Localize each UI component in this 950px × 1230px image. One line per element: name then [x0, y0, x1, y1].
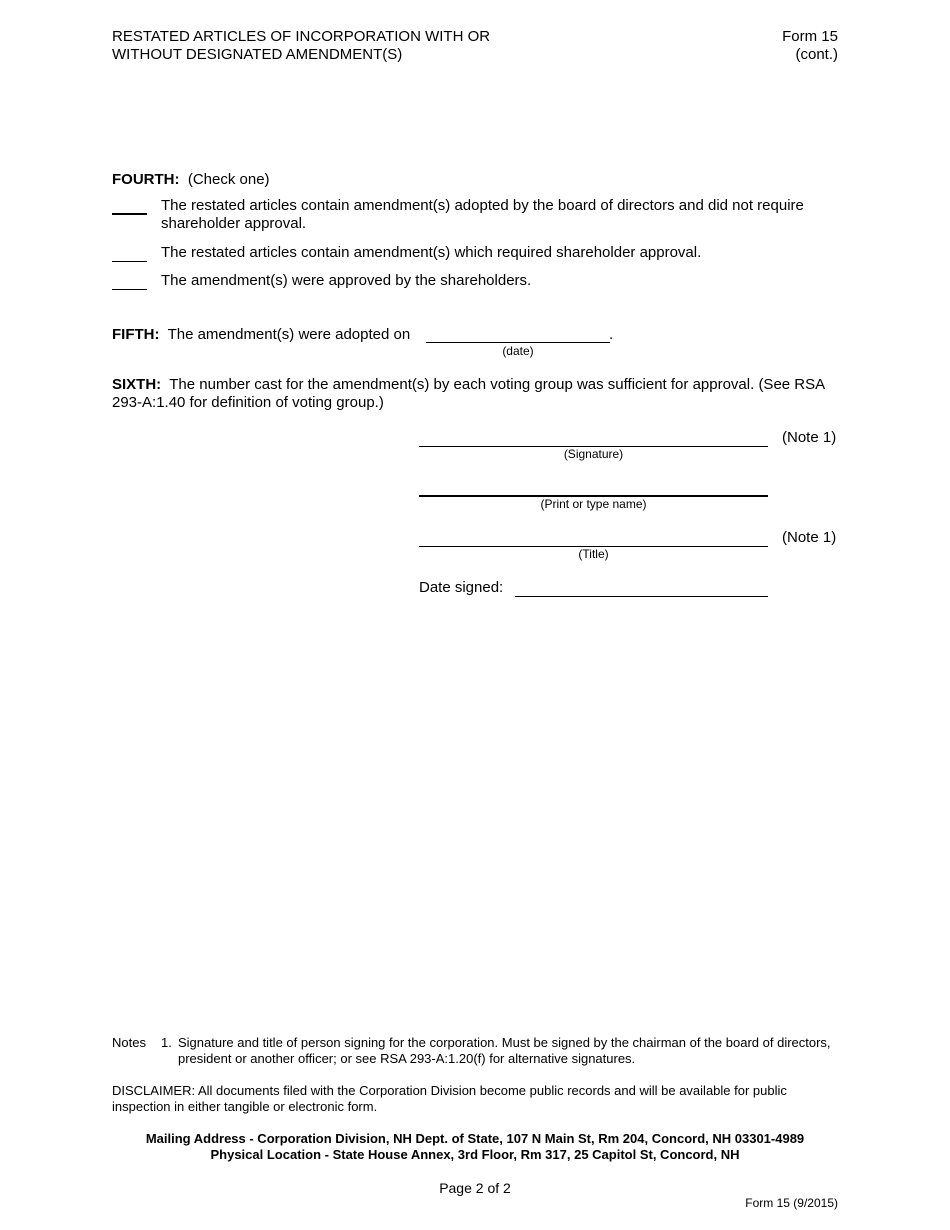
document-title-line2: WITHOUT DESIGNATED AMENDMENT(S) — [112, 46, 403, 63]
fourth-label: FOURTH: — [112, 171, 180, 188]
form-revision: Form 15 (9/2015) — [745, 1196, 838, 1210]
page-number: Page 2 of 2 — [439, 1180, 511, 1196]
printed-name-caption: (Print or type name) — [540, 497, 647, 511]
form-number: Form 15 — [782, 28, 838, 45]
checkbox-line-option-1[interactable] — [112, 213, 147, 215]
fourth-option-3: The amendment(s) were approved by the shareholders. — [161, 272, 532, 289]
document-title-line1: RESTATED ARTICLES OF INCORPORATION WITH OR — [112, 28, 491, 45]
sixth-text: The number cast for the amendment(s) by each voting group was sufficient for approval. (See RSA 293-A:1.40 for definition of voting group.) — [112, 376, 825, 411]
adoption-date-field[interactable] — [426, 342, 610, 343]
fourth-heading — [112, 171, 270, 189]
date-signed-label: Date signed: — [419, 579, 504, 596]
fifth-label: FIFTH: — [112, 326, 160, 343]
document-title — [112, 28, 632, 64]
fifth-text: The amendment(s) were adopted on — [167, 326, 411, 343]
physical-location: Physical Location - State House Annex, 3rd Floor, Rm 317, 25 Capitol St, Concord, NH — [210, 1147, 740, 1162]
date-caption: (date) — [502, 344, 534, 358]
notes-label: Notes — [112, 1035, 146, 1050]
date-signed-field[interactable] — [515, 596, 768, 597]
disclaimer: DISCLAIMER: All documents filed with the Corporation Division become public records and will be available for public inspection in either tangible or electronic form. — [112, 1083, 787, 1114]
checkbox-line-option-2[interactable] — [112, 261, 147, 262]
fourth-option-1: The restated articles contain amendment(s) adopted by the board of directors and did not require shareholder approval. — [161, 197, 804, 232]
note-text: Signature and title of person signing for the corporation. Must be signed by the chairman of the board of directors, president or another officer; or see RSA 293-A:1.20(f) for alternative signatures. — [178, 1035, 831, 1066]
mailing-address: Mailing Address - Corporation Division, NH Dept. of State, 107 N Main St, Rm 204, Concord, NH 03301-4989 — [145, 1131, 805, 1146]
title-caption: (Title) — [578, 547, 609, 561]
fifth-heading — [112, 326, 410, 344]
checkbox-line-option-3[interactable] — [112, 289, 147, 290]
sixth-paragraph — [112, 376, 840, 412]
signature-note: (Note 1) — [782, 429, 837, 446]
signature-caption: (Signature) — [563, 447, 624, 461]
form-cont: (cont.) — [795, 46, 838, 63]
title-note: (Note 1) — [782, 529, 837, 546]
fourth-option-2: The restated articles contain amendment(s) which required shareholder approval. — [161, 244, 702, 261]
fifth-period: . — [609, 326, 614, 343]
fourth-instruction: (Check one) — [187, 171, 270, 188]
sixth-label: SIXTH: — [112, 376, 162, 393]
note-number: 1. — [161, 1035, 172, 1050]
form-id — [700, 28, 838, 64]
